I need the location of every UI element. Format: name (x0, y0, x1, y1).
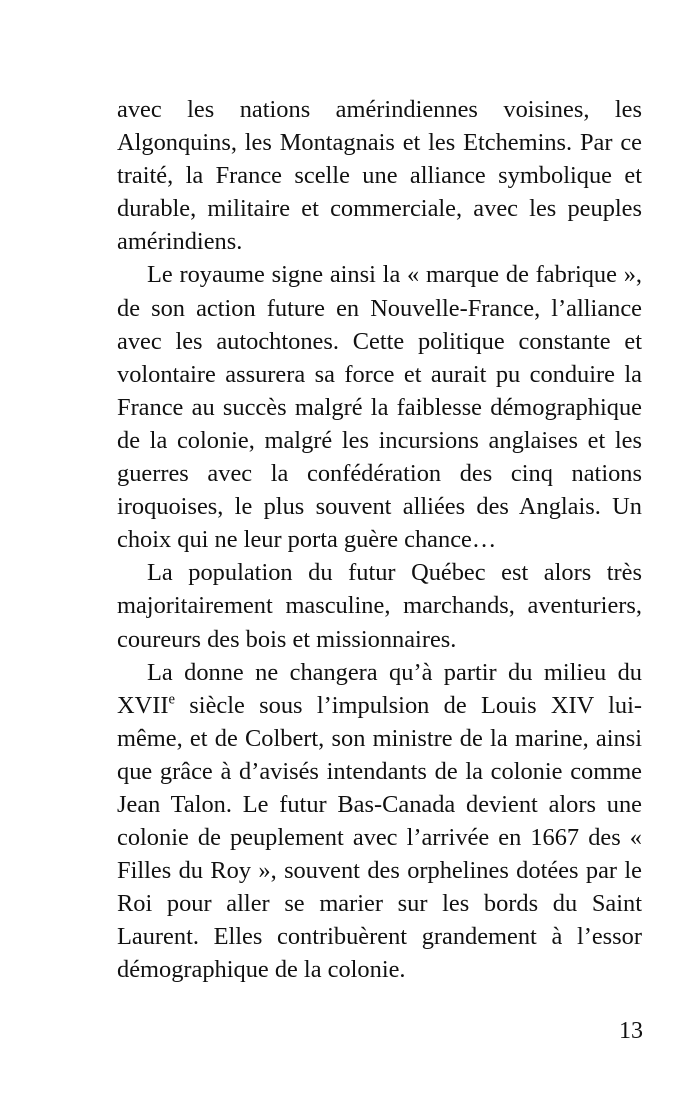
paragraph-alliance: Le royaume signe ainsi la « marque de fabrique », de son action future en Nouvelle-France, l’alliance avec les autochtones. Cette politique constante et volontaire assurera sa force et aurait pu conduire la France au succès malgré la faiblesse démographique de la colonie, malgré les incursions anglaises et les guerres avec la confédération des cinq nations iroquoises, le plus souvent alliées des Anglais. Un choix qui ne leur porta guère chance… (117, 261, 642, 554)
paragraph-colonization (117, 656, 642, 987)
page-number: 13 (619, 1018, 643, 1044)
paragraph-colonization-end: siècle sous l’impulsion de Louis XIV lui-même, et de Colbert, son ministre de la marine, ainsi que grâce à d’avisés intendants de la colonie comme Jean Talon. Le futur Bas-Canada devient alors une colonie de peuplement avec l’arrivée en 1667 des « Filles du Roy », souvent des orphelines dotées par le Roi pour aller se marier sur les bords du Saint Laurent. Elles contribuèrent grandement à l’essor démographique de la colonie. (117, 691, 642, 984)
body-text (117, 93, 642, 987)
paragraph-population: La population du futur Québec est alors très majoritairement masculine, marchands, aventuriers, coureurs des bois et missionnaires. (117, 559, 642, 653)
paragraph-continuation: avec les nations amérindiennes voisines, les Algonquins, les Montagnais et les Etchemins. Par ce traité, la France scelle une alliance symbolique et durable, militaire et commerciale, avec les peuples amérindiens. (117, 96, 642, 256)
century-superscript: e (168, 691, 175, 708)
paragraph-colonization-start: La donne ne changera qu’à partir du milieu du XVII (117, 658, 642, 719)
